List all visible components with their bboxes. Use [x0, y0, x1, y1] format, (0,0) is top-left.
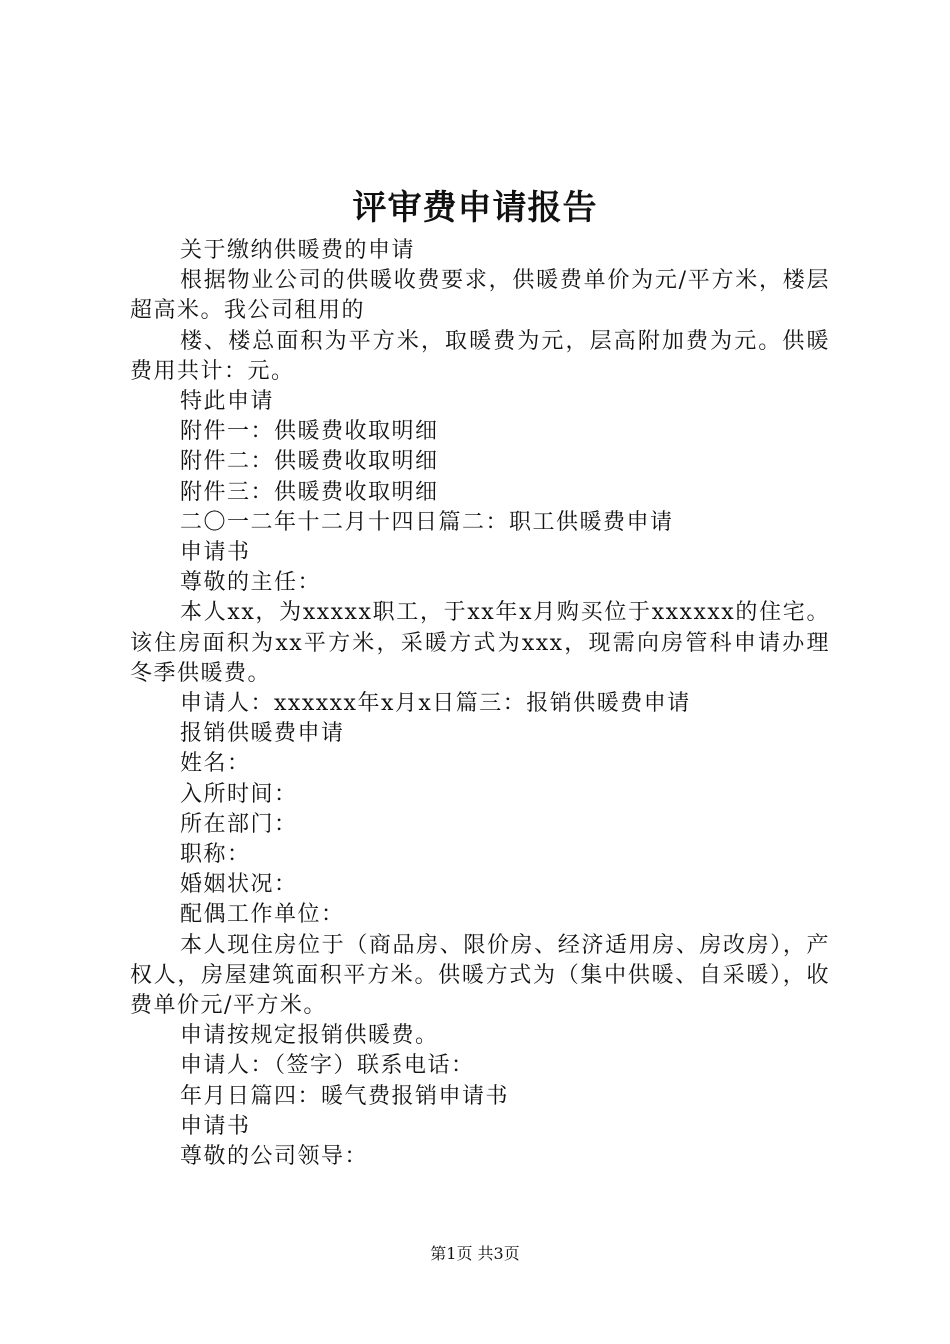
paragraph: 根据物业公司的供暖收费要求，供暖费单价为元/平方米，楼层超高米。我公司租用的: [130, 268, 830, 324]
paragraph: 入所时间：: [180, 781, 298, 807]
paragraph: 附件二：供暖费收取明细: [180, 449, 439, 475]
paragraph: 特此申请: [180, 389, 275, 415]
paragraph: 申请书: [180, 540, 251, 566]
paragraph: 报销供暖费申请: [180, 721, 345, 747]
paragraph: 职称：: [180, 842, 251, 868]
paragraph: 申请书: [180, 1113, 251, 1139]
paragraph: 年月日篇四：暖气费报销申请书: [180, 1083, 510, 1109]
paragraph: 尊敬的主任：: [180, 570, 322, 596]
paragraph: 申请按规定报销供暖费。: [180, 1023, 439, 1049]
paragraph: 申请人：（签字）联系电话：: [180, 1053, 475, 1079]
paragraph: 本人xx，为xxxxx职工，于xx年x月购买位于xxxxxx的住宅。该住房面积为xx平方米，采暖方式为xxx，现需向房管科申请办理冬季供暖费。: [130, 600, 830, 686]
paragraph: 婚姻状况：: [180, 872, 298, 898]
paragraph: 配偶工作单位：: [180, 902, 345, 928]
paragraph: 附件一：供暖费收取明细: [180, 419, 439, 445]
paragraph: 附件三：供暖费收取明细: [180, 479, 439, 505]
page-number: 第1页 共3页: [430, 1244, 520, 1263]
paragraph: 申请人：xxxxxx年x月x日篇三：报销供暖费申请: [180, 691, 691, 717]
paragraph: 尊敬的公司领导：: [180, 1144, 369, 1170]
paragraph: 本人现住房位于（商品房、限价房、经济适用房、房改房），产权人，房屋建筑面积平方米。供暖方式为（集中供暖、自采暖），收费单价元/平方米。: [130, 932, 830, 1019]
paragraph: 二〇一二年十二月十四日篇二：职工供暖费申请: [180, 509, 674, 535]
paragraph: 楼、楼总面积为平方米，取暖费为元，层高附加费为元。供暖费用共计：元。: [130, 328, 830, 384]
document-body: [130, 236, 830, 1172]
paragraph: 姓名：: [180, 751, 251, 777]
paragraph: 所在部门：: [180, 811, 298, 837]
page-title: 评审费申请报告: [352, 188, 598, 228]
paragraph: 关于缴纳供暖费的申请: [180, 238, 416, 263]
